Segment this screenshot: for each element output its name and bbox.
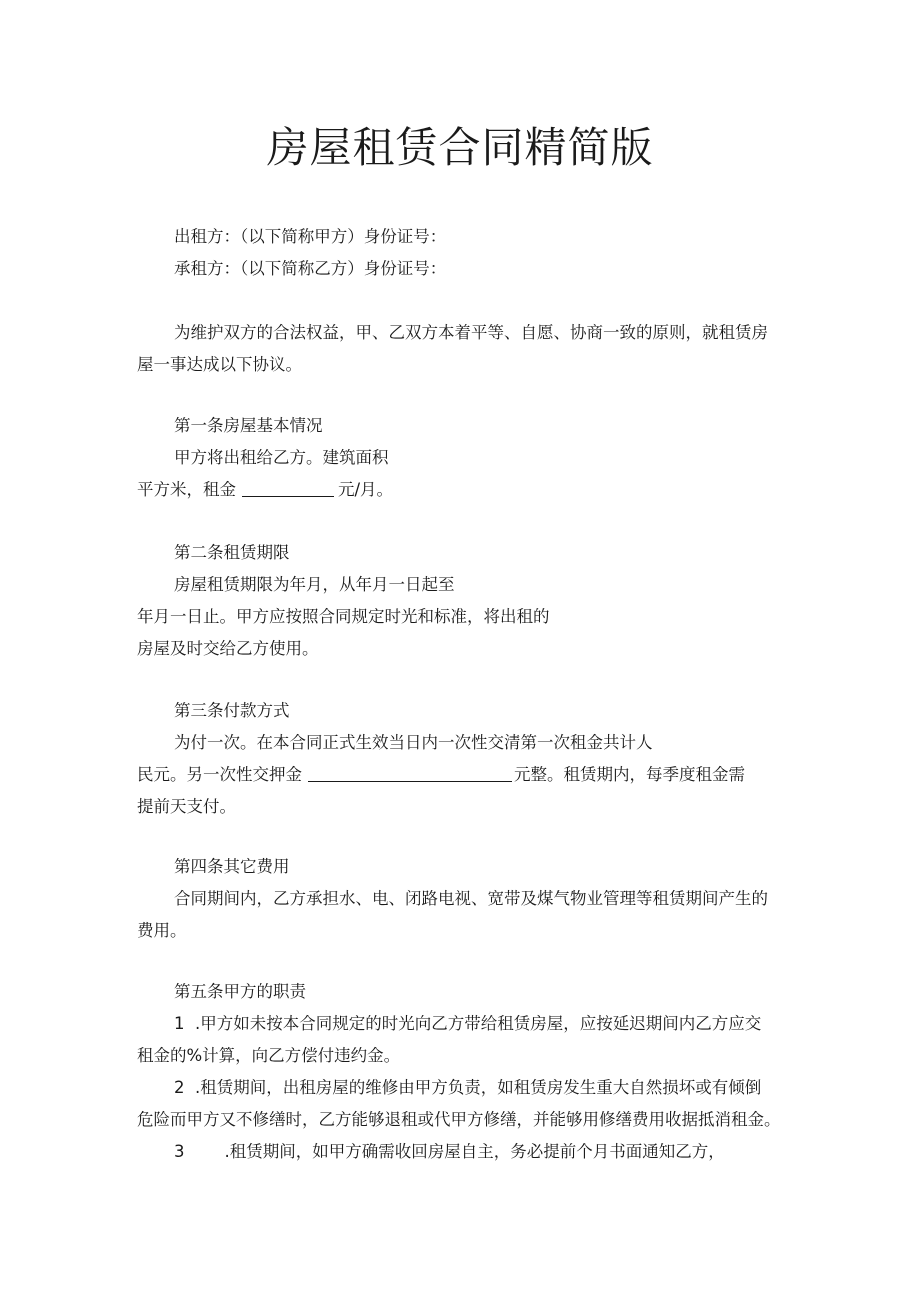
article-1-heading: 第一条房屋基本情况 bbox=[174, 416, 323, 435]
article-2-line-1: 房屋租赁期限为年月，从年月一日起至 bbox=[174, 575, 455, 594]
article-5-item-1-line-1 bbox=[174, 1013, 761, 1035]
item-2-text: .租赁期间，出租房屋的维修由甲方负责，如租赁房发生重大自然损坏或有倾倒 bbox=[195, 1078, 762, 1097]
article-4-line-1: 合同期间内，乙方承担水、电、闭路电视、宽带及煤气物业管理等租赁期间产生的 bbox=[174, 889, 768, 908]
intro-line-2: 屋一事达成以下协议。 bbox=[137, 355, 302, 374]
item-1-number: 1 bbox=[174, 1014, 185, 1033]
rent-unit-label: 元/月。 bbox=[338, 480, 394, 499]
item-2-number: 2 bbox=[174, 1078, 185, 1097]
article-5-item-2-line-2: 危险而甲方又不修缮时，乙方能够退租或代甲方修缮，并能够用修缮费用收据抵消租金。 bbox=[137, 1110, 781, 1129]
article-5-heading: 第五条甲方的职责 bbox=[174, 982, 306, 1001]
lessee-line: 承租方：（以下简称乙方）身份证号： bbox=[174, 259, 447, 278]
lessor-line: 出租方：（以下简称甲方）身份证号： bbox=[174, 227, 447, 246]
item-1-text: .甲方如未按本合同规定的时光向乙方带给租赁房屋，应按延迟期间内乙方应交 bbox=[195, 1014, 762, 1033]
article-1-line-1: 甲方将出租给乙方。建筑面积 bbox=[174, 448, 389, 467]
article-2-line-3: 房屋及时交给乙方使用。 bbox=[137, 639, 319, 658]
article-1-line-2 bbox=[137, 479, 393, 501]
document-title: 房屋租赁合同精简版 bbox=[266, 123, 654, 172]
area-unit-rent-label: 平方米，租金 bbox=[137, 480, 236, 499]
article-2-line-2: 年月一日止。甲方应按照合同规定时光和标准，将出租的 bbox=[137, 607, 550, 626]
rent-blank bbox=[242, 480, 334, 497]
deposit-blank bbox=[308, 765, 512, 782]
deposit-label: 民元。另一次性交押金 bbox=[137, 765, 302, 784]
item-3-text: .租赁期间，如甲方确需收回房屋自主，务必提前个月书面通知乙方， bbox=[224, 1142, 725, 1161]
article-4-line-2: 费用。 bbox=[137, 921, 187, 940]
article-5-item-1-line-2: 租金的%计算，向乙方偿付违约金。 bbox=[137, 1046, 401, 1065]
item-3-number: 3 bbox=[174, 1142, 185, 1161]
article-5-item-2-line-1 bbox=[174, 1077, 761, 1099]
article-3-line-3: 提前天支付。 bbox=[137, 797, 236, 816]
article-5-item-3-line-1 bbox=[174, 1141, 725, 1163]
article-2-heading: 第二条租赁期限 bbox=[174, 543, 290, 562]
article-3-line-1: 为付一次。在本合同正式生效当日内一次性交清第一次租金共计人 bbox=[174, 733, 653, 752]
intro-line-1: 为维护双方的合法权益，甲、乙双方本着平等、自愿、协商一致的原则，就租赁房 bbox=[174, 323, 768, 342]
deposit-unit-label: 元整。租赁期内，每季度租金需 bbox=[514, 765, 745, 784]
article-4-heading: 第四条其它费用 bbox=[174, 857, 290, 876]
article-3-line-2 bbox=[137, 764, 745, 786]
article-3-heading: 第三条付款方式 bbox=[174, 701, 290, 720]
